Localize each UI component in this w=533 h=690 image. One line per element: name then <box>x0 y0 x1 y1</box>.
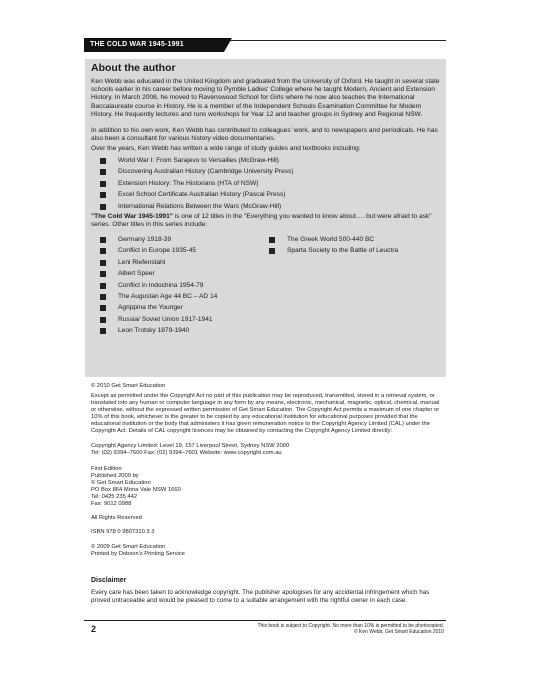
rights-reserved: All Rights Reserved <box>91 515 142 521</box>
publication-fax: Fax: 9012 0988 <box>91 501 132 507</box>
series-intro <box>91 213 441 229</box>
footer-rule <box>84 620 446 621</box>
copyright-agency-address: Copyright Agency Limited: Level 19, 157 Liverpool Street, Sydney NSW 2000 <box>91 443 290 449</box>
about-author-title: About the author <box>91 62 176 74</box>
publication-published: Published 2009 by <box>91 473 139 479</box>
list-item: Albert Speer <box>100 268 217 279</box>
list-item: Excel School Certificate Australian History (Pascal Press) <box>100 189 294 200</box>
copyright-agency-contact: Tel: (02) 9394–7600 Fax: (02) 9394–7601 Website: www.copyright.com.au <box>91 450 282 456</box>
footer-note-line2: © Ken Webb, Get Smart Education 2010 <box>353 629 444 635</box>
list-item: The Augustan Age 44 BC – AD 14 <box>100 291 217 302</box>
author-contributions-paragraph: In addition to his own work, Ken Webb has contributed to colleagues' work, and to newspapers and periodicals. He has also been a consultant for various history video documentaries. <box>91 127 438 143</box>
disclaimer-text: Every care has been taken to acknowledge copyright. The publisher apologises for any accidental infringement which has proved untraceable and would be pleased to come to a suitable arrangement with the rightful owner in each case. <box>91 589 430 604</box>
list-item: Leon Trotsky 1879-1940 <box>100 325 217 336</box>
series-list-right <box>269 234 398 257</box>
series-title-bold: "The Cold War 1945-1991" <box>91 213 173 220</box>
author-books-list <box>100 155 294 212</box>
copyright-line: © 2010 Get Smart Education <box>91 383 166 389</box>
copyright-paragraph: Except as permitted under the Copyright Act no part of this publication may be reproduced, transmitted, stored in a retrieval system, or translated into any human or computer language in any form by any means, electronic, mechanical, magnetic, optical, chemical, manual or otherwise, without the expressed written permission of Get Smart Education. The Copyright Act permits a maximum of one chapter or 10% of this book, whichever is the greater to be copied by any educational institution for educational purposes provided that the educational institution or the body that administers it has given remuneration notice to the Copyright Agency Limited (CAL) under the Copyright Act. Details of CAL copyright licences may be obtained by contacting the Copyright Agency Limited directly: <box>91 393 440 434</box>
list-item: Discovering Australian History (Cambridge University Press) <box>100 166 294 177</box>
series-intro-text: is one of 12 titles in the "Everything you wanted to know about…. but were afraid to ask" series. Other titles in this series include: <box>91 213 432 229</box>
footer-note-line1: This book is subject to Copyright. No more than 10% is permitted to be photocopied. <box>257 623 444 629</box>
list-item: World War I: From Sarajevo to Versailles (McGraw-Hill) <box>100 155 294 166</box>
list-item: International Relations Between the Wars (McGraw-Hill) <box>100 201 294 212</box>
list-item: Russia/ Soviet Union 1917-1941 <box>100 314 217 325</box>
publication-publisher: © Get Smart Education <box>91 480 151 486</box>
page-number: 2 <box>91 624 97 634</box>
list-item: Conflict in Indochina 1954-79 <box>100 280 217 291</box>
publication-edition: First Edition <box>91 466 122 472</box>
author-bio-paragraph: Ken Webb was educated in the United Kingdom and graduated from the University of Oxford. He taught in several state schools earlier in his career before moving to Pymble Ladies' College where he taught Modern, Ancient and Extension History. In March 2008, he moved to Ravenswood School for Girls where he now also teaches the International Baccalaureate course in History. He is a member of the Independent Schools Examination Committee for Modern History. He frequently lectures and runs workshops for Year 12 and teacher groups in Sydney and Regional NSW. <box>91 78 440 118</box>
list-item: Agrippina the Younger <box>100 302 217 313</box>
list-item: Germany 1918-39 <box>100 234 217 245</box>
printer: Printed by Dobson's Printing Service <box>91 551 185 557</box>
list-item: Conflict in Europe 1935-45 <box>100 245 217 256</box>
list-item: The Greek World 500-440 BC <box>269 234 398 245</box>
list-item: Extension History: The Historians (HTA of NSW) <box>100 178 294 189</box>
list-item: Leni Riefenstahl <box>100 257 217 268</box>
footer-copyright-note <box>184 623 444 635</box>
running-title: THE COLD WAR 1945-1991 <box>84 38 224 52</box>
disclaimer-title: Disclaimer <box>91 577 127 584</box>
author-books-intro: Over the years, Ken Webb has written a wide range of study guides and textbooks including: <box>91 145 361 152</box>
isbn: ISBN 978 0 9807310 3 3 <box>91 529 155 535</box>
list-item: Sparta Society to the Battle of Leuctra <box>269 245 398 256</box>
series-list-left <box>100 234 217 337</box>
publication-address: PO Box 864 Mona Vale NSW 1660 <box>91 487 181 493</box>
print-copyright: © 2009 Get Smart Education <box>91 544 166 550</box>
publication-tel: Tel: 0425 235 442 <box>91 494 138 500</box>
